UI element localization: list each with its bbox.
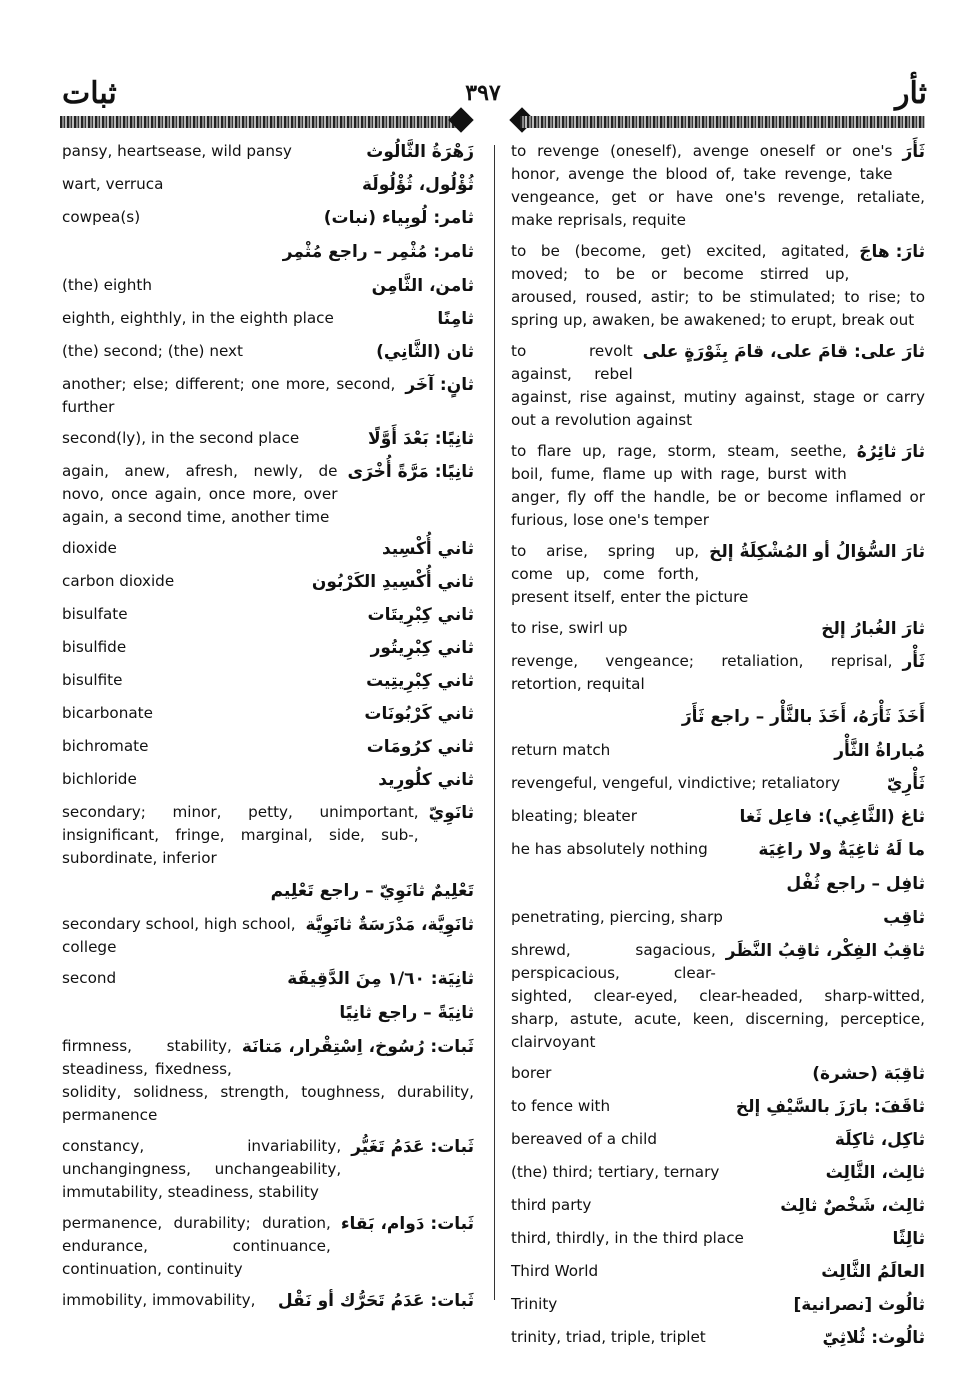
arabic-headword: ثاني كرُومَات [366, 737, 474, 757]
arabic-headword: ثَبات: دَوام، بَقاء [340, 1214, 474, 1234]
dictionary-entry [511, 1095, 925, 1120]
arabic-headword: ثاقِب [883, 908, 925, 928]
arabic-headword: ثانَوِيّ [428, 803, 474, 823]
arabic-headword: ما لَهُ ثاغِيَةٌ ولا راغِيَة [758, 840, 925, 860]
running-head-right: ثأر [895, 76, 927, 111]
arabic-headword: ثاني أُكْسِيدِ الكَرْبُون [311, 572, 474, 592]
english-definition: ما لَهُ ثاغِيَةٌ ولا راغِيَة he has absolutely nothing [511, 838, 925, 861]
arabic-headword: ثَبات: عَدَمُ تَغَيُّر [351, 1137, 474, 1157]
arabic-headword: ثارَ على: قامَ على، قامَ بِثَوْرَةٍ على [642, 342, 925, 362]
english-definition: ثاقَفَ: بارَزَ بالسَّيْفِ إلخ to fence with [511, 1095, 925, 1118]
dictionary-entry [62, 274, 474, 299]
english-definition: ثاقِب penetrating, piercing, sharp [511, 906, 925, 929]
page-number: ٣٩٧ [465, 80, 501, 106]
english-definition: ثَأْر revenge, vengeance; retaliation, reprisal, retortion, requital [511, 652, 925, 693]
dictionary-entry [62, 1035, 474, 1127]
dictionary-entry [511, 1227, 925, 1252]
english-definition: ثامر: لُوبِياء (نبات) cowpea(s) [62, 206, 474, 229]
arabic-cross-reference: ثانِيَةً – راجع ثانِيًا [339, 1003, 474, 1023]
dictionary-entry [62, 913, 474, 959]
arabic-headword: ثامِنًا [437, 309, 474, 329]
dictionary-entry [511, 805, 925, 830]
arabic-headword: ثالِثًا [892, 1229, 925, 1249]
english-definition: ثانِيَة: ١/٦٠ مِنَ الدَّقِيقَة second [62, 967, 474, 990]
running-head-left: ثبات [62, 76, 117, 111]
arabic-cross-reference: تَعْلِيمٌ ثانَوِيّ – راجع تَعْلِيم [270, 881, 474, 901]
arabic-headword: ثالُوث [نصرانية] [793, 1295, 925, 1315]
dictionary-entry [511, 1128, 925, 1153]
arabic-cross-reference: أَخَذَ ثَأْرَهُ، أَخَذَ بالثَّأْر – راجع ثَأَرَ [681, 707, 925, 727]
dictionary-entry [62, 373, 474, 419]
dictionary-entry [511, 772, 925, 797]
arabic-headword: ثاقَفَ: بارَزَ بالسَّيْفِ إلخ [735, 1097, 925, 1117]
dictionary-entry [511, 240, 925, 332]
english-definition: ثارَ ثائِرُهُ to flare up, rage, storm, steam, seethe, boil, fume, flame up with rage, burst with anger, fly off the handle, be or become inflamed or furious, lose one's temper [511, 442, 925, 529]
dictionary-entry [511, 1260, 925, 1285]
arabic-headword: ثاني كِبْرِيتُور [370, 638, 474, 658]
dictionary-entry [62, 173, 474, 198]
english-definition: ثارَ السُّؤالُ أو المُشْكِلَةُ إلخ to arise, spring up, come up, come forth, present itself, enter the picture [511, 542, 925, 606]
arabic-headword: زَهْرَةُ الثَّالُوث [366, 142, 474, 162]
dictionary-entry [62, 340, 474, 365]
dictionary-entry [62, 239, 474, 266]
arabic-headword: ثالِث، شَخْصٌ ثالِث [780, 1196, 925, 1216]
arabic-headword: ثَأْر [902, 652, 925, 672]
arabic-headword: ثاني كِبْرِيتِيت [366, 671, 474, 691]
english-definition: ثاغ (الثَّاغِي): فاعِل ثَغا bleating; bleater [511, 805, 925, 828]
english-definition: ثاني كَرْبُونَات bicarbonate [62, 702, 474, 725]
dictionary-entry [511, 704, 925, 731]
arabic-headword: ثُؤْلُول، ثُؤْلُولَة [362, 175, 474, 195]
column-divider [494, 145, 495, 1300]
dictionary-entry [62, 1135, 474, 1204]
arabic-headword: ثاكِل، ثاكِلَة [834, 1130, 925, 1150]
english-definition: ثالُوث: ثُلاثِيّ trinity, triad, triple, triplet [511, 1326, 925, 1349]
english-definition: ثالِث، شَخْصٌ ثالِث third party [511, 1194, 925, 1217]
arabic-headword: ثَبات: عَدَمُ تَحَرُّك أو نَقْل [277, 1291, 474, 1311]
dictionary-entry [62, 878, 474, 905]
arabic-headword: ثاقِبَة (حشرة) [812, 1064, 925, 1084]
english-definition: ثاني كِبْرِيتَات bisulfate [62, 603, 474, 626]
dictionary-entry [62, 735, 474, 760]
dictionary-entry [511, 140, 925, 232]
dictionary-entry [62, 206, 474, 231]
english-definition: ثُؤْلُول، ثُؤْلُولَة wart, verruca [62, 173, 474, 196]
dictionary-entry [62, 801, 474, 870]
dictionary-entry [511, 650, 925, 696]
dictionary-entry [511, 440, 925, 532]
dictionary-entry [62, 537, 474, 562]
dictionary-entry [62, 427, 474, 452]
english-definition: ثامن، الثَّامِن (the) eighth [62, 274, 474, 297]
dictionary-entry [511, 739, 925, 764]
arabic-headword: ثارَ السُّؤالُ أو المُشْكِلَةُ إلخ [709, 542, 925, 562]
arabic-headword: العالَمُ الثَّالِث [821, 1262, 925, 1282]
dictionary-entry [511, 1326, 925, 1351]
english-definition: مُباراةُ الثَّأْر return match [511, 739, 925, 762]
english-definition: زَهْرَةُ الثَّالُوث pansy, heartsease, wild pansy [62, 140, 474, 163]
dictionary-entry [62, 669, 474, 694]
dictionary-entry [62, 140, 474, 165]
dictionary-entry [511, 871, 925, 898]
dictionary-entry [62, 460, 474, 529]
arabic-headword: ثارَ: هاجَ [859, 242, 925, 262]
english-definition: ثَبات: رُسُوخ، اِسْتِقْرار، مَتانَة firmness, stability, steadiness, fixedness, solidity, solidness, strength, toughness, durability, permanence [62, 1037, 474, 1124]
dictionary-entry [62, 603, 474, 628]
dictionary-entry [511, 1194, 925, 1219]
english-definition: ثَأْرِيّ revengeful, vengeful, vindictive; retaliatory [511, 772, 925, 795]
dictionary-entry [62, 1289, 474, 1314]
arabic-headword: ثارَ ثائِرُهُ [856, 442, 925, 462]
arabic-headword: ثاغ (الثَّاغِي): فاعِل ثَغا [739, 807, 925, 827]
ornament-bar-left [60, 116, 460, 128]
arabic-headword: ثَأْرِيّ [886, 774, 925, 794]
english-definition: ثارَ الغُبارُ إلخ to rise, swirl up [511, 617, 925, 640]
dictionary-entry [511, 1293, 925, 1318]
arabic-headword: ثاني كَرْبُونَات [364, 704, 474, 724]
english-definition: ثَبات: عَدَمُ تَغَيُّر constancy, invariability, unchangingness, unchangeability, immutability, steadiness, stability [62, 1137, 474, 1201]
dictionary-entry [511, 540, 925, 609]
english-definition: ثان (الثَّانِي) (the) second; (the) next [62, 340, 474, 363]
english-definition: ثَبات: دَوام، بَقاء permanence, durability; duration, endurance, continuance, continuation, continuity [62, 1214, 474, 1278]
arabic-headword: ثامن، الثَّامِن [371, 276, 474, 296]
arabic-headword: ثامر: لُوبِياء (نبات) [323, 208, 474, 228]
dictionary-entry [511, 1062, 925, 1087]
dictionary-entry [62, 570, 474, 595]
dictionary-entry [62, 1000, 474, 1027]
arabic-headword: ثاني أُكْسِيد [381, 539, 474, 559]
dictionary-entry [511, 906, 925, 931]
arabic-headword: ثانِيَة: ١/٦٠ مِنَ الدَّقِيقَة [287, 969, 474, 989]
dictionary-entry [62, 702, 474, 727]
english-definition: ثالُوث [نصرانية] Trinity [511, 1293, 925, 1316]
english-definition: ثالِث، الثَّالِث (the) third; tertiary, ternary [511, 1161, 925, 1184]
english-definition: ثارَ: هاجَ to be (become, get) excited, agitated, moved; to be or become stirred up, aroused, roused, astir; to be stimulated; to rise; to spring up, awaken, be awakened; to erupt, break out [511, 242, 925, 329]
english-definition: ثاني كِبْرِيتُور bisulfide [62, 636, 474, 659]
arabic-headword: مُباراةُ الثَّأْر [834, 741, 925, 761]
english-definition: ثاني كرُومَات bichromate [62, 735, 474, 758]
left-column [62, 140, 474, 1322]
arabic-headword: ثانِيًا: مَرَّةً أُخْرَى [347, 462, 474, 482]
arabic-headword: ثانِيًا: بَعْدَ أَوَّلًا [368, 429, 474, 449]
english-definition: ثانِيًا: بَعْدَ أَوَّلًا second(ly), in the second place [62, 427, 474, 450]
dictionary-entry [62, 636, 474, 661]
english-definition: ثانَوِيَّة، مَدْرَسَةٌ ثانَوِيَّة secondary school, high school, college [62, 915, 474, 956]
dictionary-entry [511, 617, 925, 642]
english-definition: ثَأَرَ to revenge (oneself), avenge oneself or one's honor, avenge the blood of, take revenge, take vengeance, get or have one's revenge, retaliate, make reprisals, requite [511, 142, 925, 229]
arabic-headword: ثَبات: رُسُوخ، اِسْتِقْرار، مَتانَة [241, 1037, 474, 1057]
english-definition: ثاني أُكْسِيد dioxide [62, 537, 474, 560]
dictionary-entry [62, 768, 474, 793]
english-definition: ثَبات: عَدَمُ تَحَرُّك أو نَقْل immobility, immovability, [62, 1289, 474, 1312]
english-definition: العالَمُ الثَّالِث Third World [511, 1260, 925, 1283]
arabic-headword: ثاني كلُورِيد [378, 770, 474, 790]
dictionary-entry [511, 838, 925, 863]
english-definition: ثاقِبُ الفِكْر، ثاقِبُ النَّظَر shrewd, sagacious, perspicacious, clear-sighted, clear-eyed, clear-headed, sharp-witted, sharp, astute, acute, keen, discerning, perceptice, clairvoyant [511, 941, 925, 1051]
arabic-cross-reference: ثامر: مُثْمِر – راجع مُثْمِر [282, 242, 474, 262]
english-definition: ثانِيًا: مَرَّةً أُخْرَى again, anew, afresh, newly, de novo, once again, once more, over again, a second time, another time [62, 462, 474, 526]
arabic-headword: ثاني كِبْرِيتَات [367, 605, 474, 625]
arabic-headword: ثاقِبُ الفِكْر، ثاقِبُ النَّظَر [725, 941, 925, 961]
dictionary-entry [511, 1161, 925, 1186]
arabic-headword: ثالِث، الثَّالِث [825, 1163, 925, 1183]
arabic-headword: ثَأَرَ [902, 142, 925, 162]
dictionary-entry [62, 967, 474, 992]
arabic-cross-reference: ثافِل – راجع ثُفْل [786, 874, 925, 894]
arabic-headword: ثالُوث: ثُلاثِيّ [822, 1328, 925, 1348]
english-definition: ثاكِل، ثاكِلَة bereaved of a child [511, 1128, 925, 1151]
ornament-bar-right [520, 116, 925, 128]
right-column [511, 140, 925, 1359]
dictionary-entry [511, 340, 925, 432]
arabic-headword: ثانٍ: آخَر [405, 375, 474, 395]
english-definition: ثانَوِيّ secondary; minor, petty, unimportant, insignificant, fringe, marginal, side, sub-, subordinate, inferior [62, 803, 474, 867]
english-definition: ثامِنًا eighth, eighthly, in the eighth place [62, 307, 474, 330]
arabic-headword: ثانَوِيَّة، مَدْرَسَةٌ ثانَوِيَّة [305, 915, 474, 935]
english-definition: ثاني أُكْسِيدِ الكَرْبُون carbon dioxide [62, 570, 474, 593]
english-definition: ثالِثًا third, thirdly, in the third place [511, 1227, 925, 1250]
english-definition: ثاني كِبْرِيتِيت bisulfite [62, 669, 474, 692]
english-definition: ثاني كلُورِيد bichloride [62, 768, 474, 791]
ornament-diamond-left [448, 107, 473, 132]
arabic-headword: ثان (الثَّانِي) [376, 342, 474, 362]
english-definition: ثاقِبَة (حشرة) borer [511, 1062, 925, 1085]
english-definition: ثانٍ: آخَر another; else; different; one more, second, further [62, 375, 474, 416]
arabic-headword: ثارَ الغُبارُ إلخ [821, 619, 925, 639]
english-definition: ثارَ على: قامَ على، قامَ بِثَوْرَةٍ على to revolt against, rebel against, rise against, mutiny against, stage or carry out a revolution against [511, 342, 925, 429]
dictionary-entry [511, 939, 925, 1054]
dictionary-entry [62, 307, 474, 332]
dictionary-entry [62, 1212, 474, 1281]
